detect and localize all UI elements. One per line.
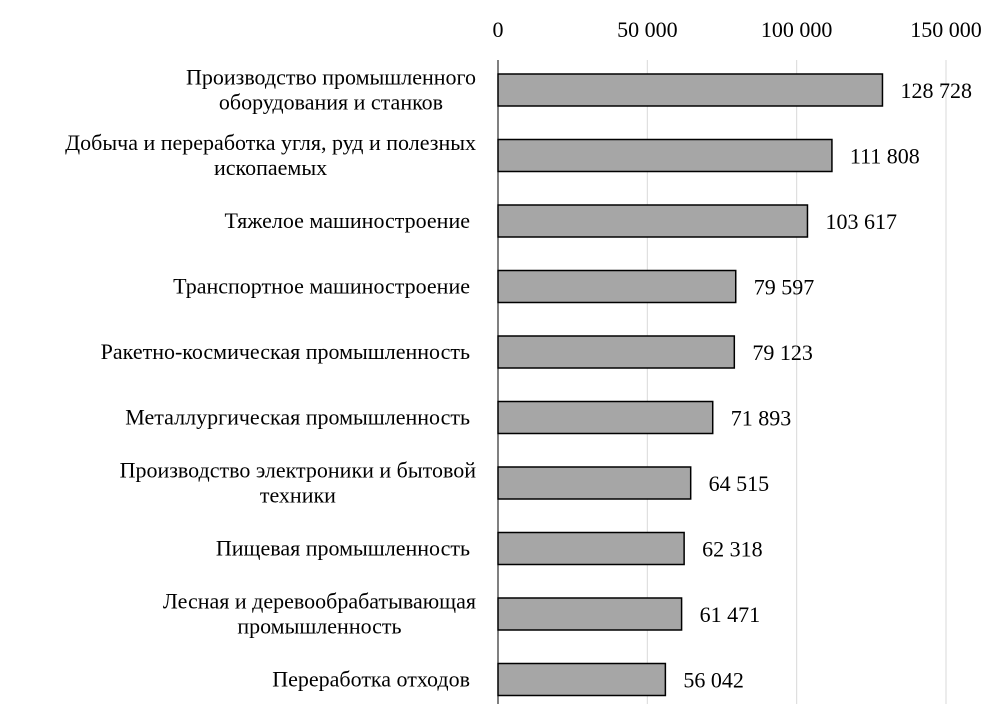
category-label: техники bbox=[259, 482, 336, 508]
category-label: ископаемых bbox=[214, 155, 328, 180]
x-tick-label: 50 000 bbox=[617, 17, 678, 42]
data-label: 111 808 bbox=[849, 143, 920, 169]
data-label: 61 471 bbox=[699, 602, 761, 627]
category-label: Пищевая промышленность bbox=[215, 535, 470, 561]
category-label: Производство электроники и бытовой bbox=[119, 457, 476, 483]
x-tick-label: 150 000 bbox=[910, 17, 982, 42]
category-label: Лесная и деревообрабатывающая bbox=[162, 588, 476, 614]
bars bbox=[498, 74, 882, 696]
data-label: 103 617 bbox=[825, 209, 897, 234]
data-label: 56 042 bbox=[683, 667, 744, 693]
bar bbox=[498, 140, 832, 172]
category-label: Ракетно-космическая промышленность bbox=[100, 339, 470, 364]
category-label: Транспортное машиностроение bbox=[173, 273, 470, 299]
data-label: 128 728 bbox=[900, 78, 972, 103]
category-label: промышленность bbox=[237, 613, 402, 639]
data-label: 79 597 bbox=[753, 274, 815, 300]
bar bbox=[498, 664, 665, 696]
x-tick-label: 0 bbox=[492, 17, 504, 42]
bar bbox=[498, 336, 734, 368]
data-label: 64 515 bbox=[708, 471, 770, 496]
bar bbox=[498, 467, 691, 499]
category-label: оборудования и станков bbox=[218, 89, 444, 115]
bar bbox=[498, 402, 713, 434]
x-axis-ticks bbox=[493, 17, 982, 42]
data-label: 79 123 bbox=[752, 340, 813, 365]
category-label: Металлургическая промышленность bbox=[125, 404, 470, 430]
bar bbox=[498, 271, 736, 303]
bar bbox=[498, 598, 682, 630]
category-label: Тяжелое машиностроение bbox=[224, 208, 470, 233]
data-label: 62 318 bbox=[702, 536, 763, 562]
bar bbox=[498, 205, 807, 237]
category-labels bbox=[65, 65, 476, 692]
bar bbox=[498, 533, 684, 565]
category-label: Добыча и переработка угля, руд и полезных bbox=[65, 130, 476, 155]
bar bbox=[498, 74, 882, 106]
x-tick-label: 100 000 bbox=[760, 17, 833, 42]
category-label: Переработка отходов bbox=[272, 666, 470, 692]
data-label: 71 893 bbox=[730, 405, 792, 431]
category-label: Производство промышленного bbox=[185, 64, 476, 90]
